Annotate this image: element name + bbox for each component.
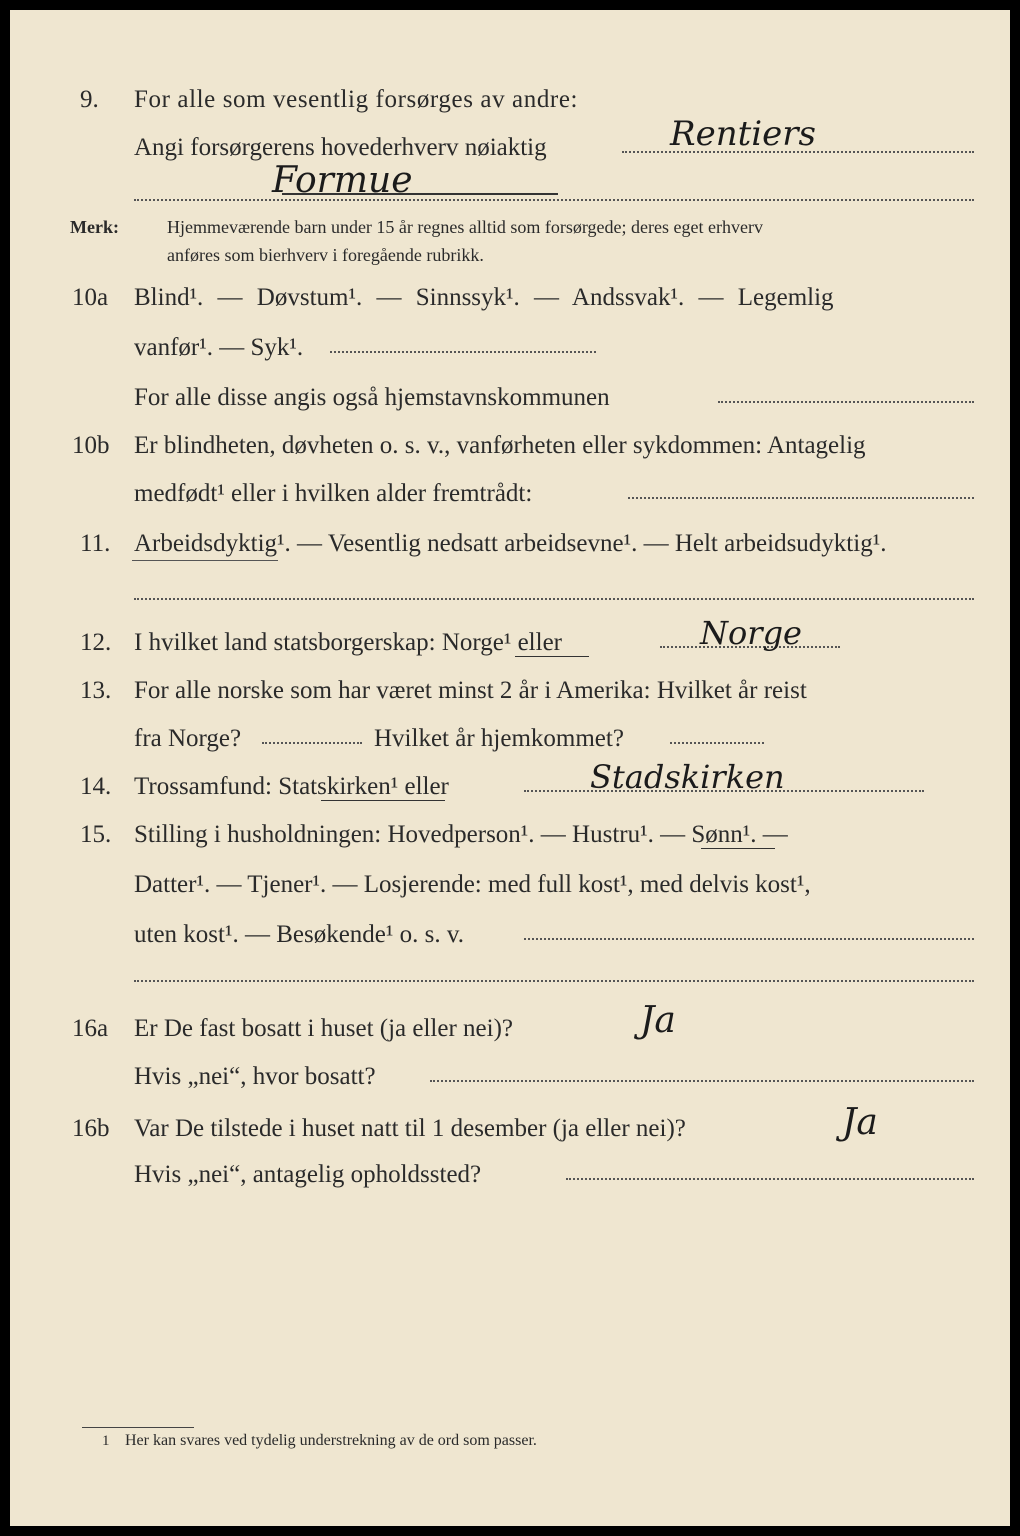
q10a-hjemstavn-line[interactable]	[718, 401, 974, 403]
q10a-text-line1: Blind¹. — Døvstum¹. — Sinnssyk¹. — Andssvak¹. — Legemlig	[134, 284, 834, 311]
q16b-text-line2: Hvis „nei“, antagelig opholdssted?	[134, 1161, 482, 1188]
q13-hjemkommet-line[interactable]	[670, 742, 764, 744]
q16a-handwritten-answer: Ja	[640, 1000, 676, 1041]
merk-text-line1: Hjemmeværende barn under 15 år regnes alltid som forsørgede; deres eget erhverv	[167, 217, 763, 237]
q11-answer-line[interactable]	[134, 598, 974, 600]
q15-answer-line2[interactable]	[134, 980, 974, 982]
q10b-number: 10b	[72, 432, 110, 459]
q13-reist-line[interactable]	[262, 742, 362, 744]
q15-answer-line[interactable]	[524, 938, 974, 940]
q13-text-line2b: Hvilket år hjemkommet?	[374, 725, 624, 752]
q9-handwritten-underline	[282, 193, 558, 195]
q10a-answer-line[interactable]	[330, 351, 596, 353]
q11-number: 11.	[80, 530, 111, 557]
q15-hustru-underline	[701, 848, 775, 849]
footnote-text: Her kan svares ved tydelig understrekning av de ord som passer.	[125, 1432, 537, 1449]
q12-norge-underline	[515, 656, 589, 657]
q16b-handwritten-answer: Ja	[842, 1102, 878, 1143]
q13-text-line1: For alle norske som har været minst 2 år i Amerika: Hvilket år reist	[134, 677, 807, 704]
q12-text-line1: I hvilket land statsborgerskap: Norge¹ eller	[134, 629, 562, 656]
q10a-number: 10a	[72, 284, 109, 311]
q9-handwritten-answer2: Formue	[272, 160, 413, 201]
footnote-mark: 1	[102, 1433, 110, 1449]
q16b-answer-line[interactable]	[566, 1178, 974, 1180]
q11-underline-mark	[132, 560, 278, 561]
q9-answer-line2[interactable]	[134, 199, 974, 201]
q14-statskirken-underline	[321, 800, 445, 801]
q16b-text-line1: Var De tilstede i huset natt til 1 desember (ja eller nei)?	[134, 1115, 686, 1142]
q15-number: 15.	[80, 821, 112, 848]
q10b-text-line1: Er blindheten, døvheten o. s. v., vanførheten eller sykdommen: Antagelig	[134, 432, 866, 459]
q10a-text-line2: vanfør¹. — Syk¹.	[134, 334, 304, 361]
q12-handwritten-answer: Norge	[700, 614, 802, 652]
merk-label: Merk:	[70, 217, 119, 237]
q15-text-line1: Stilling i husholdningen: Hovedperson¹. — Hustru¹. — Sønn¹. —	[134, 821, 788, 848]
q16b-number: 16b	[72, 1115, 110, 1142]
q9-handwritten-answer1: Rentiers	[670, 114, 816, 154]
q13-text-line2a: fra Norge?	[134, 725, 242, 752]
q16a-answer-line[interactable]	[430, 1080, 974, 1082]
q10b-answer-line[interactable]	[628, 497, 974, 499]
q16a-text-line1: Er De fast bosatt i huset (ja eller nei)?	[134, 1015, 514, 1042]
census-form-page	[10, 10, 1010, 1526]
merk-text-line2: anføres som bierhverv i foregående rubrikk.	[167, 245, 484, 265]
q13-number: 13.	[80, 677, 112, 704]
q16a-text-line2: Hvis „nei“, hvor bosatt?	[134, 1063, 376, 1090]
q9-text-line1: For alle som vesentlig forsørges av andre:	[134, 86, 579, 113]
q9-number: 9.	[80, 86, 99, 113]
q12-number: 12.	[80, 629, 112, 656]
q14-text-line1: Trossamfund: Statskirken¹ eller	[134, 773, 449, 800]
q9-text-line2: Angi forsørgerens hovederhverv nøiaktig	[134, 134, 547, 161]
q10b-text-line2: medfødt¹ eller i hvilken alder fremtrådt:	[134, 480, 533, 507]
footnote-rule	[82, 1427, 194, 1428]
q11-text-line1: Arbeidsdyktig¹. — Vesentlig nedsatt arbeidsevne¹. — Helt arbeidsudyktig¹.	[134, 530, 887, 557]
q16a-number: 16a	[72, 1015, 109, 1042]
q14-number: 14.	[80, 773, 112, 800]
q15-text-line3: uten kost¹. — Besøkende¹ o. s. v.	[134, 921, 465, 948]
q14-handwritten-answer: Stadskirken	[590, 758, 785, 796]
q15-text-line2: Datter¹. — Tjener¹. — Losjerende: med full kost¹, med delvis kost¹,	[134, 871, 811, 898]
q10a-text-line3: For alle disse angis også hjemstavnskommunen	[134, 384, 610, 411]
